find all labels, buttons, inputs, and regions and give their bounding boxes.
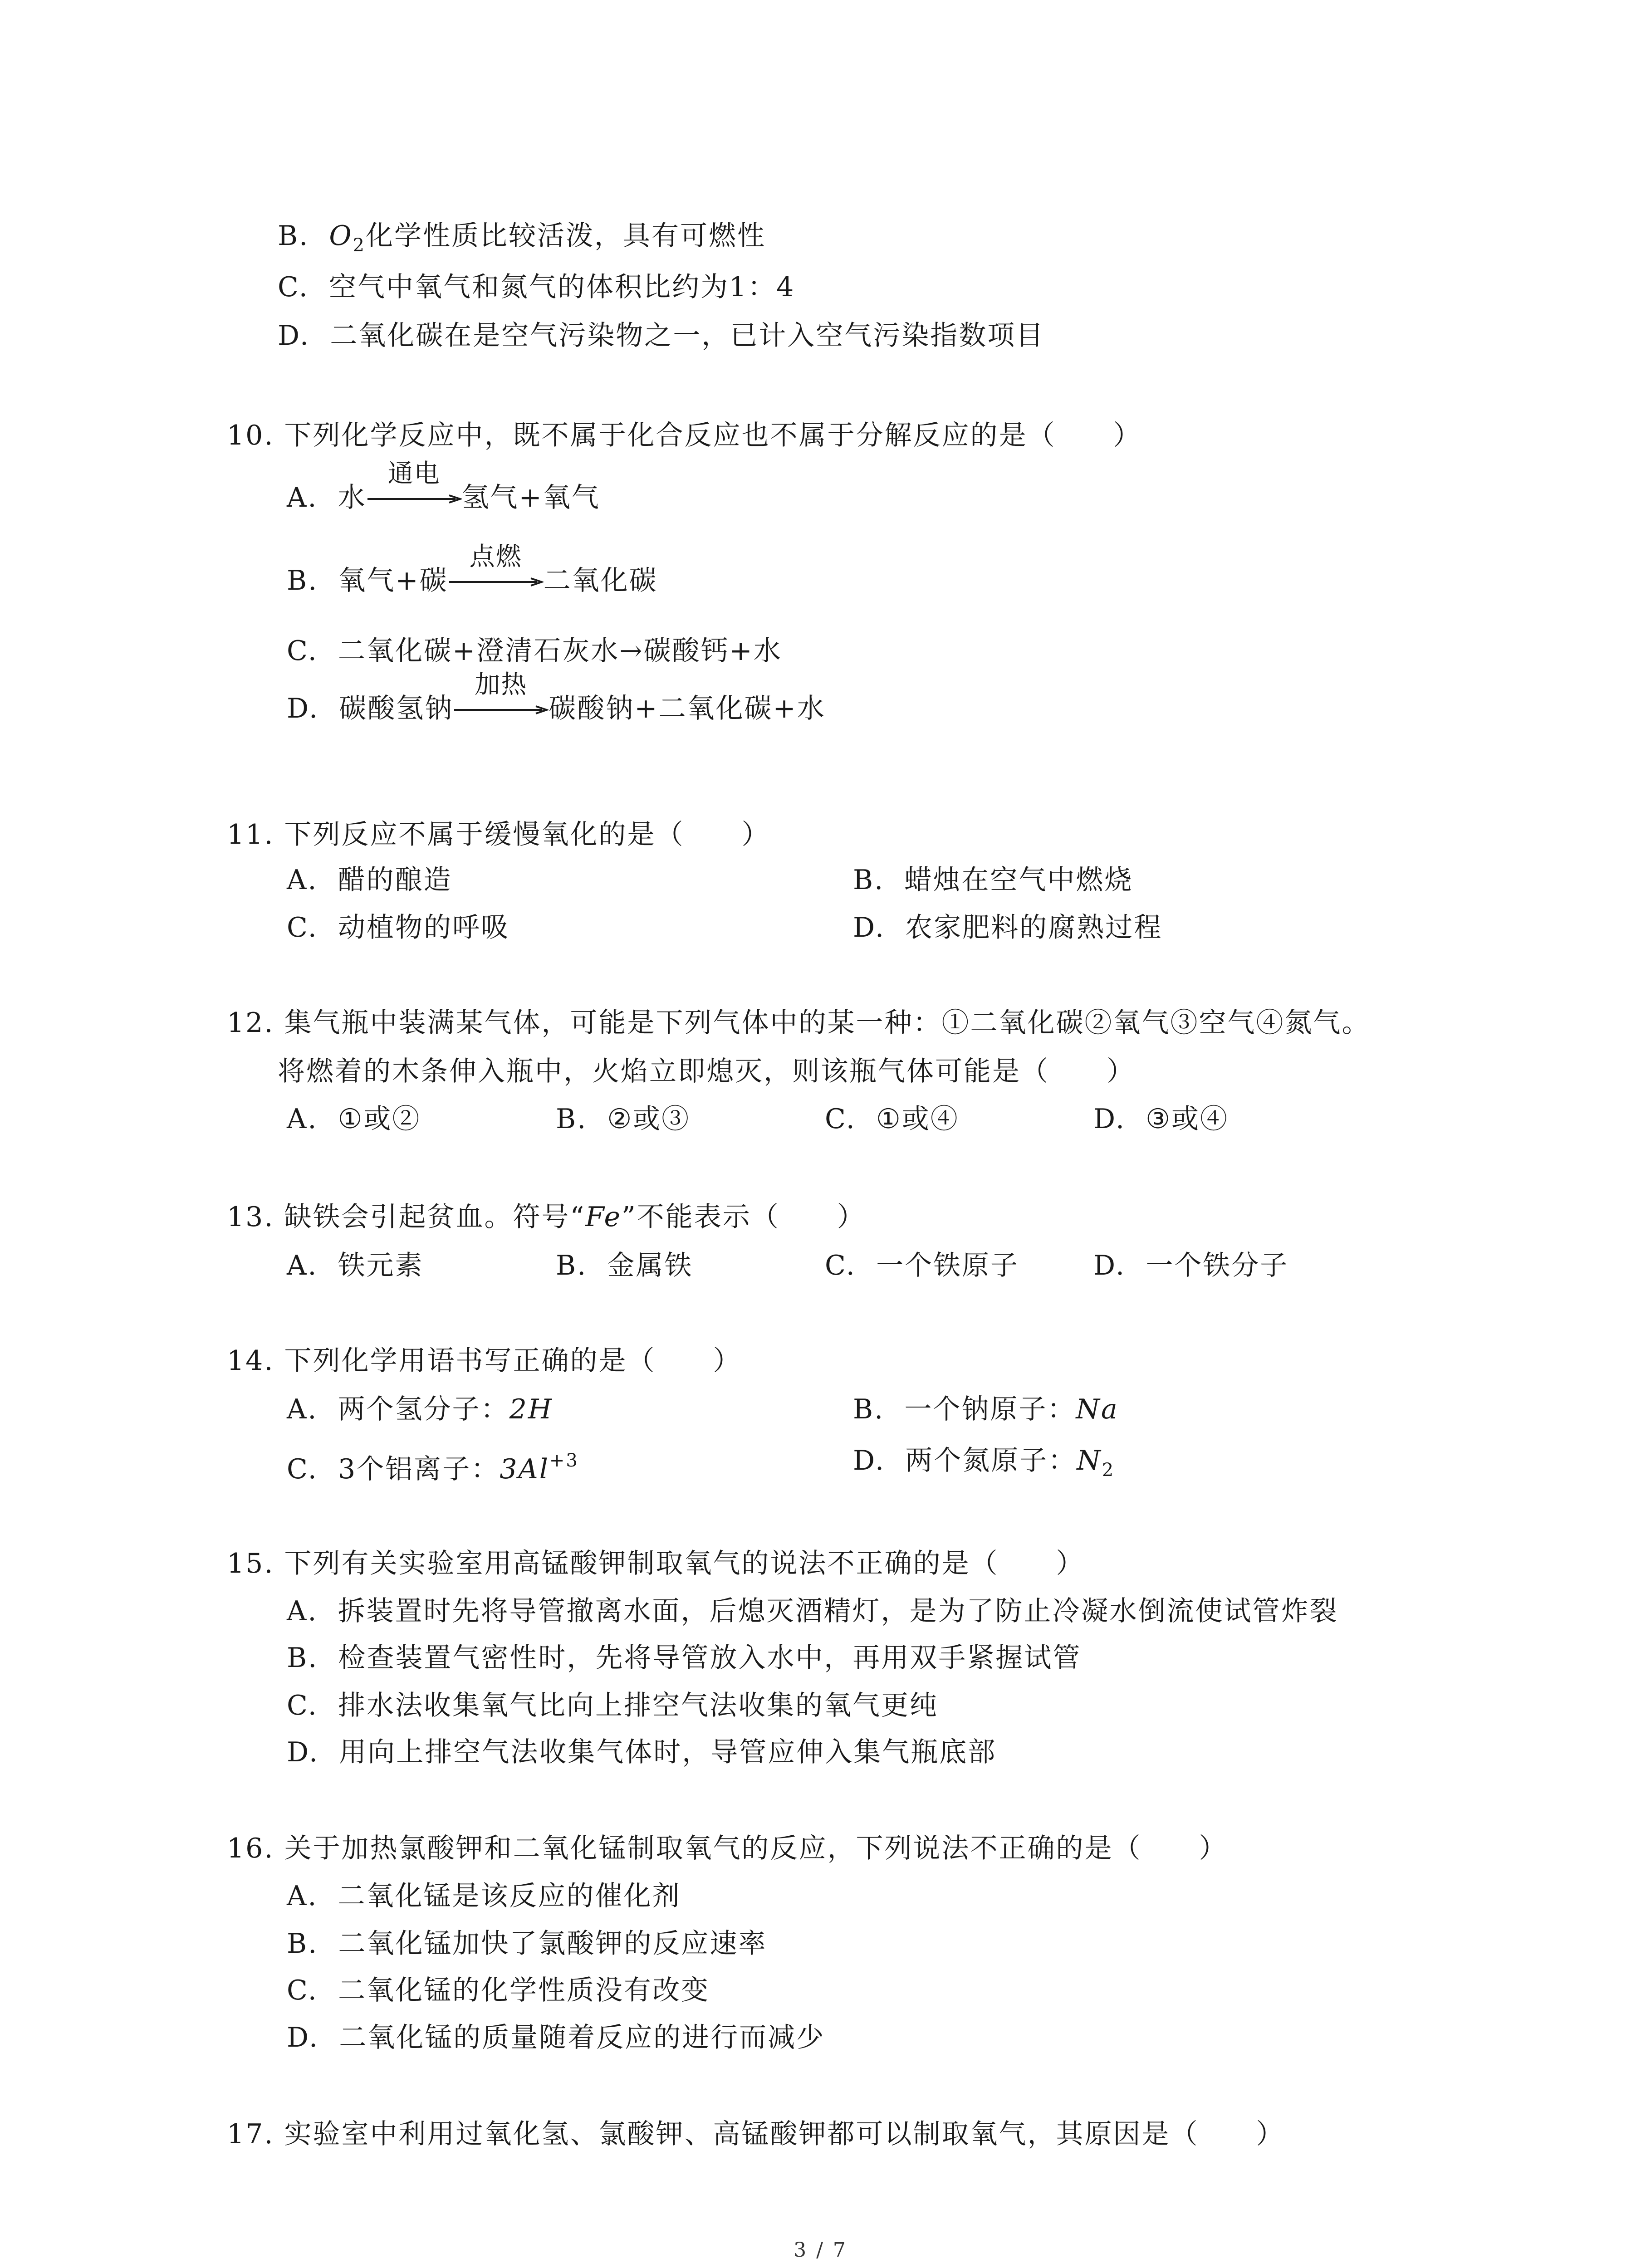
q10-option-a: A. 水 通电 氢气+氧气: [287, 459, 600, 513]
q11-option-b: B. 蜡烛在空气中燃烧: [853, 864, 1133, 896]
q13-stem: 13. 缺铁会引起贫血。符号“Fe”不能表示（ ）: [227, 1201, 866, 1233]
q16-option-c: C. 二氧化锰的化学性质没有改变: [287, 1975, 710, 2006]
q9-option-d: D. 二氧化碳在是空气污染物之一，已计入空气污染指数项目: [278, 320, 1045, 352]
reaction-arrow-icon: 通电: [367, 482, 462, 513]
q11-stem: 11. 下列反应不属于缓慢氧化的是（ ）: [227, 819, 770, 850]
q15-stem: 15. 下列有关实验室用高锰酸钾制取氧气的说法不正确的是（ ）: [227, 1548, 1085, 1579]
q11-option-a: A. 醋的酿造: [287, 864, 452, 896]
q15-option-b: B. 检查装置气密性时，先将导管放入水中，再用双手紧握试管: [287, 1642, 1082, 1674]
q11-option-d: D. 农家肥料的腐熟过程: [853, 912, 1163, 943]
q12-option-a: A. ①或②: [287, 1103, 421, 1135]
q15-option-c: C. 排水法收集氧气比向上排空气法收集的氧气更纯: [287, 1690, 938, 1721]
q12-option-c: C. ①或④: [825, 1103, 959, 1135]
q14-stem: 14. 下列化学用语书写正确的是（ ）: [227, 1345, 742, 1377]
q10-stem: 10. 下列化学反应中，既不属于化合反应也不属于分解反应的是（ ）: [227, 420, 1142, 451]
q12-option-d: D. ③或④: [1093, 1103, 1229, 1135]
q14-option-a: A. 两个氢分子：2H: [287, 1393, 554, 1425]
q15-option-d: D. 用向上排空气法收集气体时，导管应伸入集气瓶底部: [287, 1736, 997, 1768]
q14-option-b: B. 一个钠原子：Na: [853, 1393, 1119, 1425]
reaction-arrow-icon: 点燃: [448, 565, 544, 596]
q16-option-b: B. 二氧化锰加快了氯酸钾的反应速率: [287, 1928, 767, 1960]
q16-option-d: D. 二氧化锰的质量随着反应的进行而减少: [287, 2022, 825, 2053]
q9-option-b: B. $O_2$化学性质比较活泼，具有可燃性: [278, 220, 766, 256]
q11-option-c: C. 动植物的呼吸: [287, 912, 509, 943]
q12-stem-line2: 将燃着的木条伸入瓶中，火焰立即熄灭，则该瓶气体可能是（ ）: [278, 1056, 1135, 1087]
page-number: 3 / 7: [794, 2239, 847, 2262]
reaction-arrow-icon: 加热: [453, 693, 549, 724]
q13-option-c: C. 一个铁原子: [825, 1250, 1019, 1281]
q10-option-d: D. 碳酸氢钠 加热 碳酸钠+二氧化碳+水: [287, 670, 826, 724]
q12-stem-line1: 12. 集气瓶中装满某气体，可能是下列气体中的某一种：①二氧化碳②氧气③空气④氮气。: [227, 1007, 1371, 1039]
q16-option-a: A. 二氧化锰是该反应的催化剂: [287, 1880, 681, 1912]
q10-option-c: C. 二氧化碳+澄清石灰水→碳酸钙+水: [287, 635, 782, 667]
q17-stem: 17. 实验室中利用过氧化氢、氯酸钾、高锰酸钾都可以制取氧气，其原因是（ ）: [227, 2118, 1285, 2150]
q14-option-d: D. 两个氮原子：$N_2$: [853, 1445, 1115, 1481]
q12-option-b: B. ②或③: [556, 1103, 691, 1135]
q10-option-b: B. 氧气+碳 点燃 二氧化碳: [287, 542, 658, 596]
q13-option-b: B. 金属铁: [556, 1250, 693, 1281]
q15-option-a: A. 拆装置时先将导管撤离水面，后熄灭酒精灯，是为了防止冷凝水倒流使试管炸裂: [287, 1595, 1338, 1627]
q13-option-d: D. 一个铁分子: [1093, 1250, 1289, 1281]
q13-option-a: A. 铁元素: [287, 1250, 424, 1281]
q14-option-c: C. 3个铝离子：$3Al^{+3}$: [287, 1450, 579, 1485]
q9-option-c: C. 空气中氧气和氮气的体积比约为1：4: [278, 271, 795, 303]
q16-stem: 16. 关于加热氯酸钾和二氧化锰制取氧气的反应，下列说法不正确的是（ ）: [227, 1833, 1228, 1864]
